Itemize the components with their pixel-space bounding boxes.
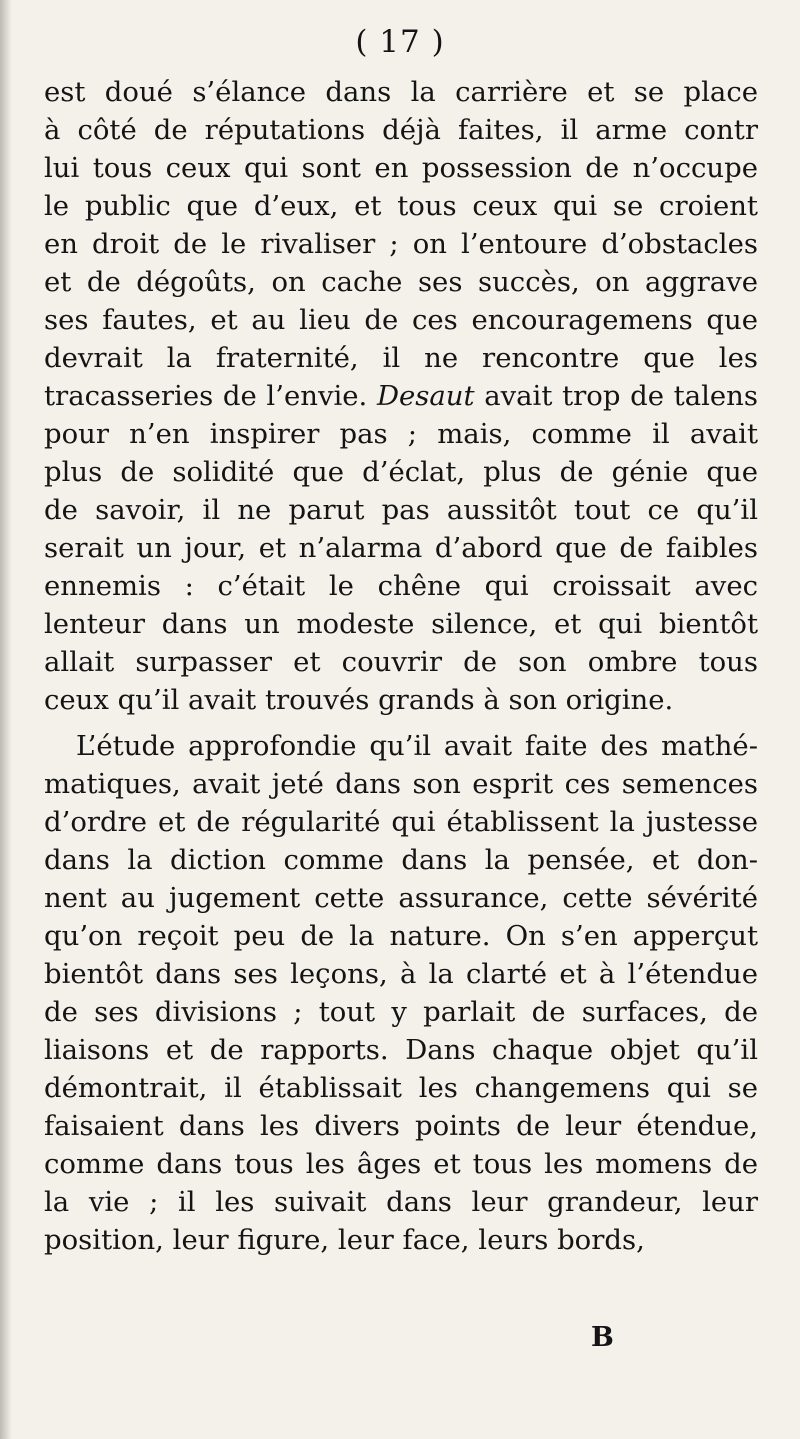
text-line: position, leur figure, leur face, leurs bords, <box>44 1224 645 1256</box>
text-line: est doué s’élance dans la carrière et se place <box>44 76 758 108</box>
text-line: serait un jour, et n’alarma d’abord que de faibles <box>44 532 758 564</box>
text-line: L’étude approfondie qu’il avait faite des mathé- <box>76 730 758 762</box>
text-line: matiques, avait jeté dans son esprit ces semences <box>44 768 758 800</box>
text-line: devrait la fraternité, il ne rencontre que les <box>44 342 758 374</box>
text-line: nent au jugement cette assurance, cette sévérité <box>44 882 758 914</box>
text-line: de ses divisions ; tout y parlait de surfaces, de <box>44 996 758 1028</box>
binding-shadow <box>0 0 12 1439</box>
text-line: en droit de le rivaliser ; on l’entoure d’obstacles <box>44 228 758 260</box>
text-segment: tracasseries de l’envie. <box>44 380 377 412</box>
text-line: de savoir, il ne parut pas aussitôt tout ce qu’il <box>44 494 758 526</box>
signature-mark: B <box>591 1322 614 1353</box>
text-line: ennemis : c’était le chêne qui croissait avec <box>44 570 758 602</box>
text-line: bientôt dans ses leçons, à la clarté et à l’étendue <box>44 958 758 990</box>
text-line: dans la diction comme dans la pensée, et don- <box>44 844 758 876</box>
text-line: plus de solidité que d’éclat, plus de génie que <box>44 456 758 488</box>
text-line: d’ordre et de régularité qui établissent la justesse <box>44 806 758 838</box>
page-number: ( 17 ) <box>355 24 445 60</box>
text-line: pour n’en inspirer pas ; mais, comme il avait <box>44 418 758 450</box>
text-line: la vie ; il les suivait dans leur grandeur, leur <box>44 1186 758 1218</box>
italic-name: Desaut <box>376 380 475 412</box>
paragraph-2 <box>44 727 758 1259</box>
body-text <box>44 73 758 1259</box>
text-line: démontrait, il établissait les changemens qui se <box>44 1072 758 1104</box>
paragraph-1 <box>44 73 758 719</box>
text-line: faisaient dans les divers points de leur étendue, <box>44 1110 758 1142</box>
text-line: qu’on reçoit peu de la nature. On s’en apperçut <box>44 920 758 952</box>
text-line: comme dans tous les âges et tous les momens de <box>44 1148 758 1180</box>
text-line: lenteur dans un modeste silence, et qui bientôt <box>44 608 758 640</box>
text-line: lui tous ceux qui sont en possession de n’occupe <box>44 152 758 184</box>
text-line <box>44 377 758 415</box>
text-line: allait surpasser et couvrir de son ombre tous <box>44 646 758 678</box>
text-line: ceux qu’il avait trouvés grands à son origine. <box>44 684 674 716</box>
text-line: et de dégoûts, on cache ses succès, on aggrave <box>44 266 758 298</box>
text-line: le public que d’eux, et tous ceux qui se croient <box>44 190 758 222</box>
text-segment: avait trop de talens <box>474 380 758 412</box>
text-line: ses fautes, et au lieu de ces encouragemens que <box>44 304 758 336</box>
text-line: liaisons et de rapports. Dans chaque objet qu’il <box>44 1034 758 1066</box>
text-line: à côté de réputations déjà faites, il arme contr <box>44 114 758 146</box>
